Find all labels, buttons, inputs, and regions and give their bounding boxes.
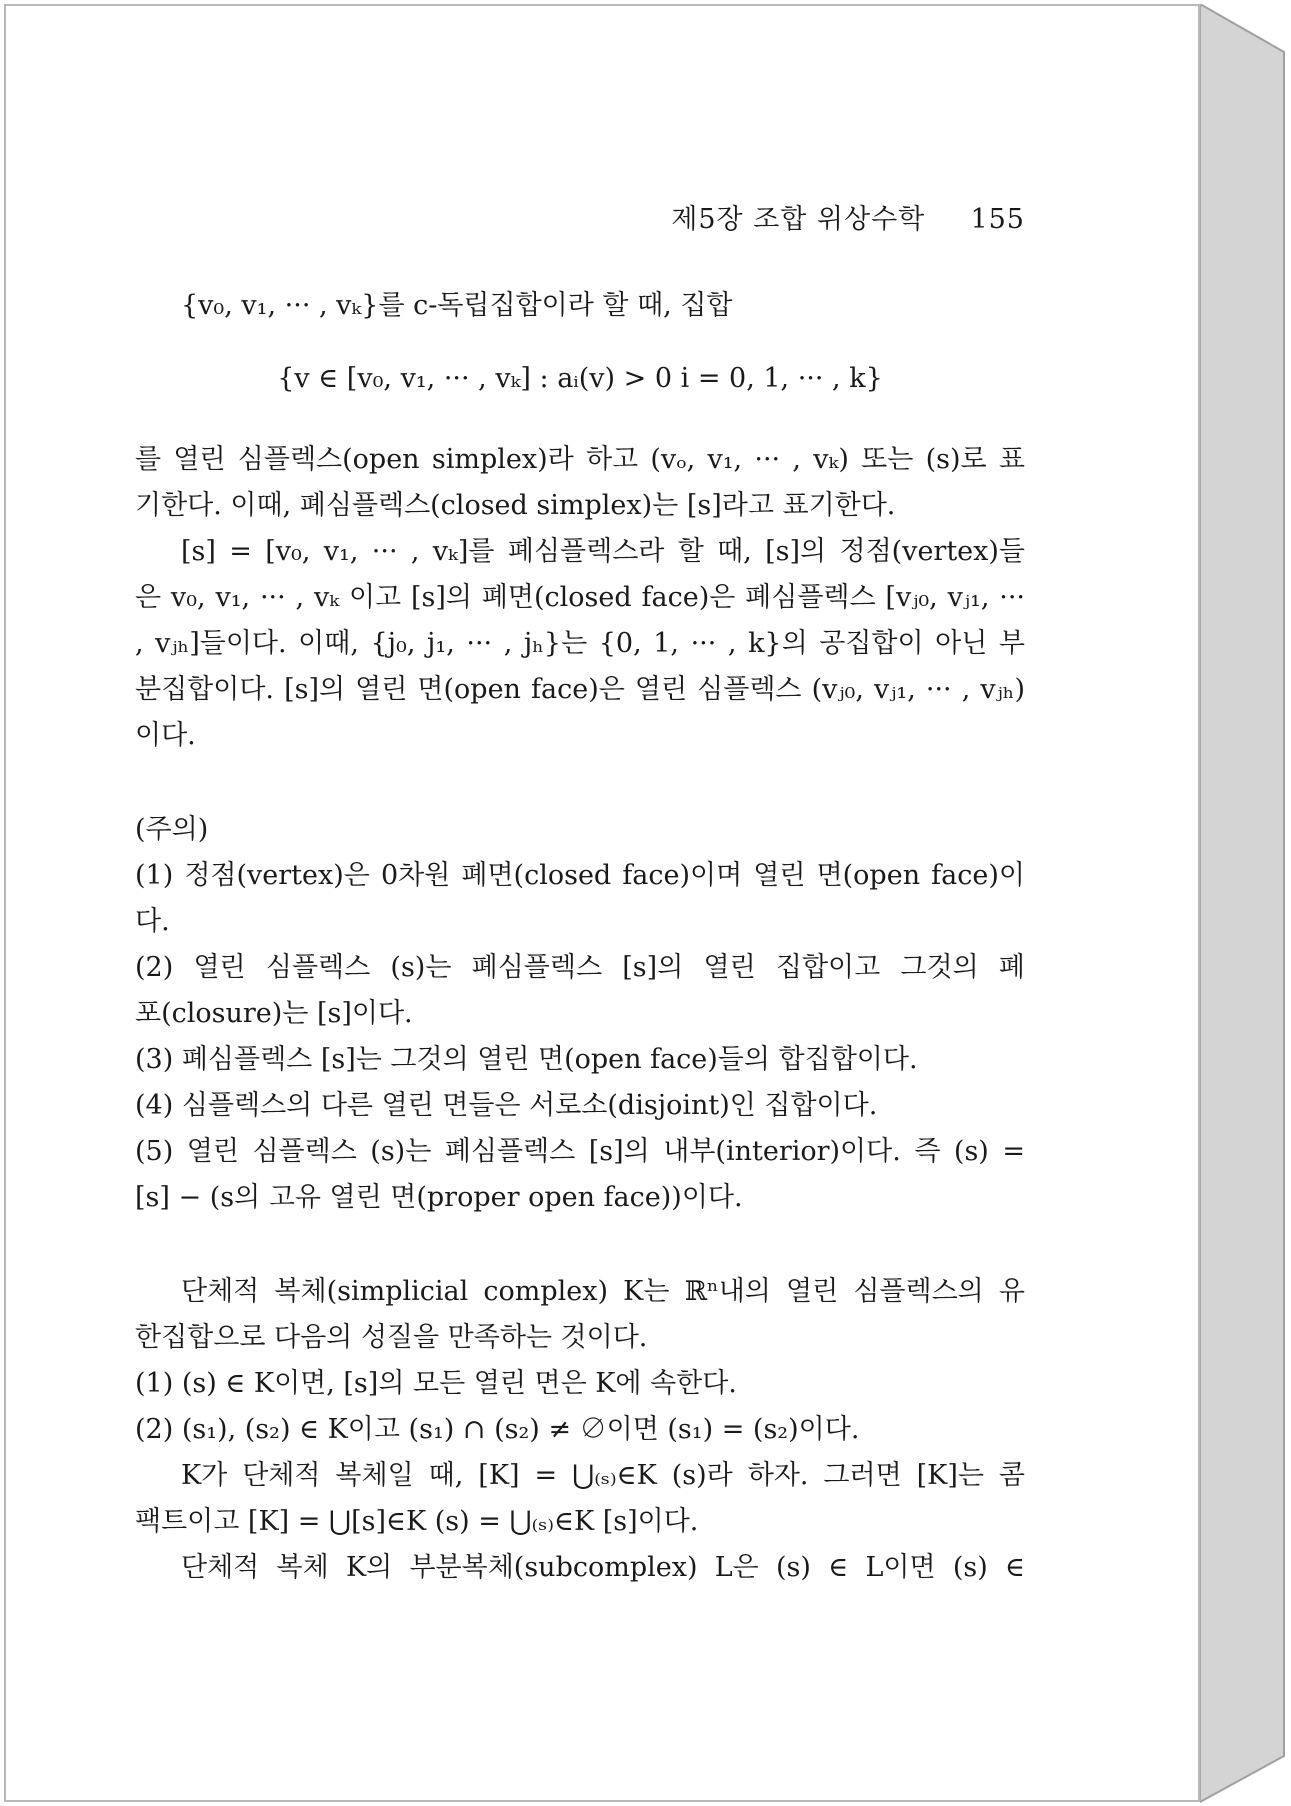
formula-line: {v ∈ [v₀, v₁, ··· , vₖ] : aᵢ(v) > 0 i = 0, 1, ··· , k}	[277, 363, 883, 394]
text-line: 이다.	[135, 720, 196, 751]
text-line: [s] − (s의 고유 열린 면(proper open face))이다.	[135, 1182, 743, 1213]
text-line: 기한다. 이때, 폐심플렉스(closed simplex)는 [s]라고 표기한다.	[135, 490, 896, 521]
page-number: 155	[970, 204, 1025, 235]
text-line: (3) 폐심플렉스 [s]는 그것의 열린 면(open face)들의 합집합이다.	[135, 1044, 918, 1075]
text-line: 팩트이고 [K] = ⋃[s]∈K (s) = ⋃₍ₛ₎∈K [s]이다.	[135, 1506, 699, 1537]
text-line: 은 v₀, v₁, ··· , vₖ 이고 [s]의 폐면(closed face)은 폐심플렉스 [vⱼ₀, vⱼ₁, ···	[135, 582, 1025, 613]
text-line: 단체적 복체 K의 부분복체(subcomplex) L은 (s) ∈ L이면 (s) ∈	[181, 1552, 1025, 1583]
text-line: (5) 열린 심플렉스 (s)는 폐심플렉스 [s]의 내부(interior)이다. 즉 (s) =	[135, 1136, 1025, 1167]
section-heading: (주의)	[135, 814, 209, 845]
text-line: {v₀, v₁, ··· , vₖ}를 c-독립집합이라 할 때, 집합	[181, 290, 733, 321]
text-line: 포(closure)는 [s]이다.	[135, 998, 413, 1029]
text-line: [s] = [v₀, v₁, ··· , vₖ]를 폐심플렉스라 할 때, [s]의 정점(vertex)들	[181, 536, 1025, 567]
text-line: 를 열린 심플렉스(open simplex)라 하고 (vₒ, v₁, ··· , vₖ) 또는 (s)로 표	[135, 444, 1025, 475]
text-line: K가 단체적 복체일 때, [K] = ⋃₍ₛ₎∈K (s)라 하자. 그러면 [K]는 콤	[181, 1460, 1025, 1491]
text-line: 단체적 복체(simplicial complex) K는 ℝⁿ내의 열린 심플렉스의 유	[181, 1276, 1025, 1307]
text-line: (2) (s₁), (s₂) ∈ K이고 (s₁) ∩ (s₂) ≠ ∅이면 (s₁) = (s₂)이다.	[135, 1414, 860, 1445]
text-line: (4) 심플렉스의 다른 열린 면들은 서로소(disjoint)인 집합이다.	[135, 1090, 878, 1121]
text-line: 다.	[135, 906, 170, 937]
text-line: (2) 열린 심플렉스 (s)는 폐심플렉스 [s]의 열린 집합이고 그것의 폐	[135, 952, 1025, 983]
text-line: (1) 정점(vertex)은 0차원 폐면(closed face)이며 열린 면(open face)이	[135, 860, 1025, 891]
text-line: (1) (s) ∈ K이면, [s]의 모든 열린 면은 K에 속한다.	[135, 1368, 737, 1399]
chapter-title: 제5장 조합 위상수학	[671, 204, 926, 235]
text-line: 한집합으로 다음의 성질을 만족하는 것이다.	[135, 1322, 648, 1353]
text-line: , vⱼₕ]들이다. 이때, {j₀, j₁, ··· , jₕ}는 {0, 1, ··· , k}의 공집합이 아닌 부	[135, 628, 1025, 659]
text-line: 분집합이다. [s]의 열린 면(open face)은 열린 심플렉스 (vⱼ₀, vⱼ₁, ··· , vⱼₕ)	[135, 674, 1025, 705]
running-header	[135, 196, 1025, 243]
